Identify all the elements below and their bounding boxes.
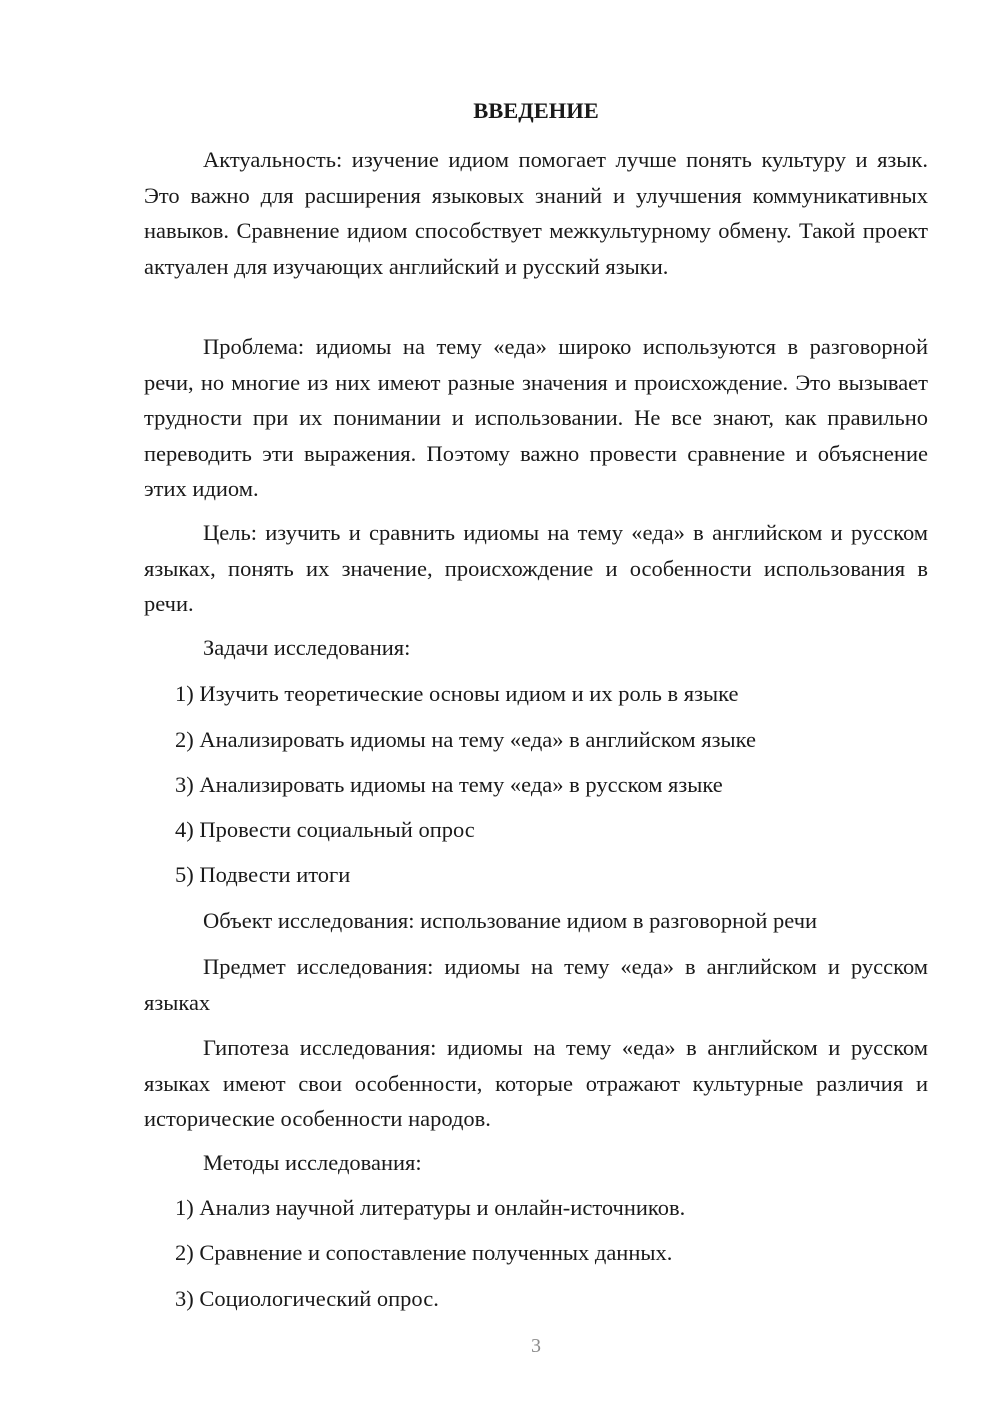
- problem-paragraph: Проблема: идиомы на тему «еда» широко используются в разговорной речи, но многие из них имеют разные значения и происхождение. Это вызывает трудности при их понимании и использовании. Не все знают, как правильно переводить эти выражения. Поэтому важно провести сравнение и объяснение этих идиом.: [144, 334, 928, 501]
- method-item: 3) Социологический опрос.: [175, 1286, 439, 1311]
- document-page: [144, 0, 928, 1414]
- method-item: 2) Сравнение и сопоставление полученных данных.: [175, 1240, 673, 1265]
- tasks-heading: Задачи исследования:: [203, 635, 411, 660]
- subject-paragraph: Предмет исследования: идиомы на тему «еда» в английском и русском языках: [144, 954, 928, 1015]
- task-item: 4) Провести социальный опрос: [175, 817, 475, 842]
- hypothesis-paragraph: Гипотеза исследования: идиомы на тему «еда» в английском и русском языках имеют свои особенности, которые отражают культурные различия и исторические особенности народов.: [144, 1035, 928, 1131]
- task-item: 2) Анализировать идиомы на тему «еда» в английском языке: [175, 727, 757, 752]
- relevance-paragraph: Актуальность: изучение идиом помогает лучше понять культуру и язык. Это важно для расширения языковых знаний и улучшения коммуникативных навыков. Сравнение идиом способствует межкультурному обмену. Такой проект актуален для изучающих английский и русский языки.: [144, 147, 928, 279]
- task-item: 5) Подвести итоги: [175, 862, 351, 887]
- task-item: 1) Изучить теоретические основы идиом и их роль в языке: [175, 681, 739, 706]
- task-item: 3) Анализировать идиомы на тему «еда» в русском языке: [175, 772, 723, 797]
- goal-paragraph: Цель: изучить и сравнить идиомы на тему «еда» в английском и русском языках, понять их значение, происхождение и особенности использования в речи.: [144, 520, 928, 616]
- page-number: 3: [531, 1335, 541, 1357]
- object-paragraph: Объект исследования: использование идиом в разговорной речи: [203, 908, 818, 933]
- method-item: 1) Анализ научной литературы и онлайн-источников.: [175, 1195, 686, 1220]
- methods-heading: Методы исследования:: [203, 1150, 422, 1175]
- section-title: ВВЕДЕНИЕ: [473, 98, 599, 123]
